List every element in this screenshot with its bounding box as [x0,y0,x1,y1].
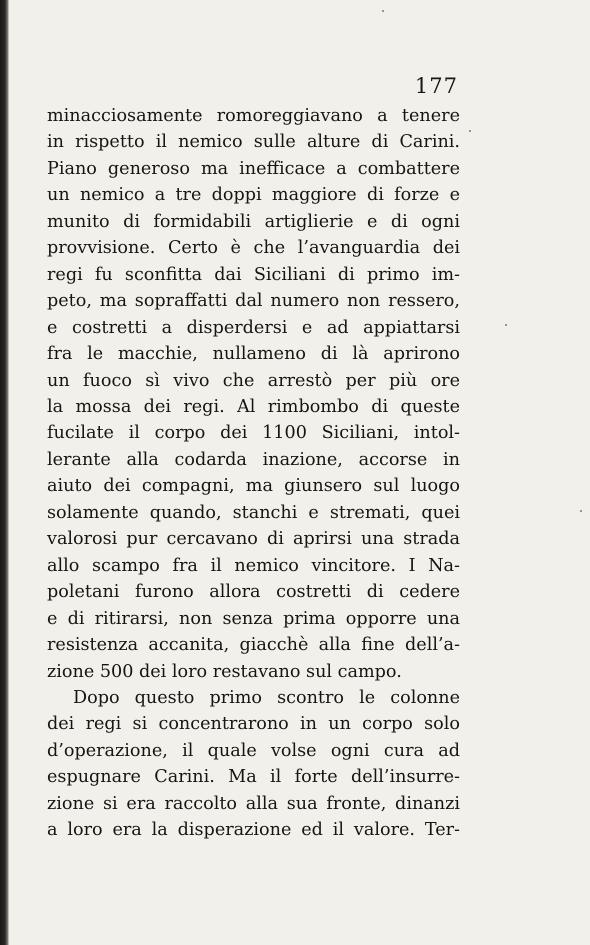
text-line: a loro era la disperazione ed il valore. Ter- [47,820,460,841]
binding-edge [0,0,9,945]
body-text [47,103,460,844]
text-line: dei regi si concentrarono in un corpo solo [47,714,460,735]
print-speck [580,510,582,512]
text-line: aiuto dei compagni, ma giunsero sul luogo [47,476,460,497]
text-line: provvisione. Certo è che l’avanguardia dei [47,238,460,259]
print-speck [469,130,471,132]
text-line: lerante alla codarda inazione, accorse in [47,449,460,470]
text-line: poletani furono allora costretti di cedere [47,582,460,603]
print-speck [505,324,507,326]
text-line: resistenza accanita, giacchè alla fine dell’a- [47,635,460,656]
text-line: munito di formidabili artiglierie e di ogni [47,211,460,232]
text-line: zione si era raccolto alla sua fronte, dinanzi [47,793,460,814]
text-line: fra le macchie, nullameno di là aprirono [47,344,460,365]
text-line: minacciosamente romoreggiavano a tenere [47,106,460,126]
page-number: 177 [414,74,458,98]
text-line: solamente quando, stanchi e stremati, quei [47,502,460,523]
text-line: la mossa dei regi. Al rimbombo di queste [47,396,460,417]
text-line: allo scampo fra il nemico vincitore. I Na- [47,555,460,576]
text-line: valorosi pur cercavano di aprirsi una strada [47,529,460,550]
text-line: zione 500 dei loro restavano sul campo. [47,661,402,682]
text-line: regi fu sconfitta dai Siciliani di primo im- [47,264,460,285]
text-line: espugnare Carini. Ma il forte dell’insurre- [47,767,460,788]
text-line: Dopo questo primo scontro le colonne [73,687,460,708]
text-line: e costretti a disperdersi e ad appiattarsi [47,317,460,338]
text-line: un fuoco sì vivo che arrestò per più ore [47,370,460,391]
text-line: in rispetto il nemico sulle alture di Carini. [47,132,460,153]
text-line: un nemico a tre doppi maggiore di forze e [47,185,460,206]
text-line: fucilate il corpo dei 1100 Siciliani, intol- [47,423,460,444]
text-line: d’operazione, il quale volse ogni cura ad [47,740,460,761]
text-line: peto, ma sopraffatti dal numero non ressero, [47,291,460,312]
text-line: e di ritirarsi, non senza prima opporre una [47,608,460,629]
text-line: Piano generoso ma inefficace a combattere [47,158,460,179]
print-speck [382,10,384,12]
